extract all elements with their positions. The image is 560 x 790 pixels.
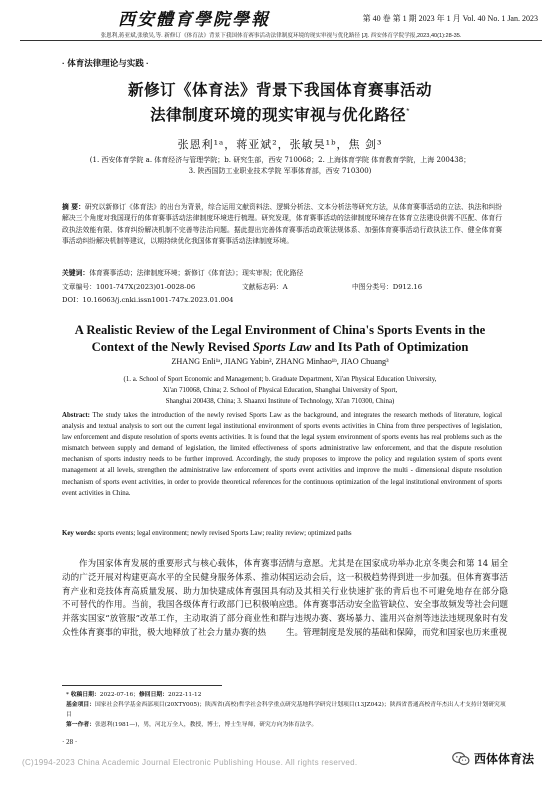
received-date: 2022-07-16；: [99, 692, 139, 698]
chinese-abstract: [62, 202, 502, 248]
chinese-authors: 张恩利¹ᵃ，蒋亚斌²，张敏昊¹ᵇ，焦 剑³: [177, 138, 383, 151]
english-title-italic: Sports Law: [252, 340, 312, 354]
chinese-title-line2: 法律制度环境的现实审视与优化路径: [150, 107, 407, 125]
english-title-line2-post: and Its Path of Optimization: [311, 340, 469, 354]
chinese-affiliation-line1: (1. 西安体育学院 a. 体育经济与管理学院；b. 研究生部，西安 710068；2. 上海体育学院 体育教育学院，上海 200438；: [89, 156, 471, 164]
title-footnote-mark: *: [406, 107, 410, 116]
footnote-fund: [66, 700, 506, 720]
revised-label: 修回日期：: [138, 692, 168, 698]
footnote-dates: * 收稿日期：2022-07-16；修回日期：2022-11-12: [66, 692, 202, 698]
english-affiliations: [90, 374, 470, 407]
english-affiliation-line2: Xi'an 710068, China; 2. School of Physical Education, Shanghai University of Sport,: [162, 387, 398, 394]
received-label: 收稿日期：: [70, 692, 100, 698]
body-text-right-column: 情与意愿。尤其是在国家成功举办北京冬奥会和第 14 届全国运动会后，这一积极趋势得到进一步加强。但体育赛事活动及其相关行业快速扩张的背后也不可避免地存在部分隐患。体育赛事活动安全监管缺位、安全事故频发等社会问题与违规办赛、赛场暴力、滥用兴奋剂等违法违规现象时有发生。管理制度是发展的基础和保障，而党和国家也历来重视: [286, 559, 508, 638]
english-title-line1: A Realistic Review of the Legal Environment of China's Sports Events in the: [74, 323, 486, 337]
chinese-keywords-label: 关键词：: [62, 269, 90, 277]
chinese-title-line2-wrap: [30, 101, 530, 126]
issue-info: 第 40 卷 第 1 期 2023 年 1 月 Vol. 40 No. 1 Jan. 2023: [362, 14, 538, 23]
chinese-affiliation-line2: 3. 陕西国防工业职业技术学院 军事体育部，西安 710300): [188, 167, 372, 175]
copyright-notice: (C)1994-2023 China Academic Journal Electronic Publishing House. All rights reserved.: [22, 758, 358, 767]
document-code: 文献标志码：A: [242, 283, 288, 291]
footnote-author: [66, 720, 506, 730]
footnotes: [66, 690, 506, 730]
chinese-title: [30, 80, 530, 126]
chinese-abstract-text: 研究以新修订《体育法》的出台为背景，综合运用文献资料法、逻辑分析法、文本分析法等研究方法，从体育赛事活动的立法、执法和纠纷解决三个角度对我国现行的体育赛事活动法律制度环境进行梳理。研究发现，体育赛事活动的法律制度环境存在体育立法建设供需不匹配、体育行政执法效能有限、体育纠纷解决机制不完善等法治问题。据此提出完善体育赛事活动政策法规体系、加强体育赛事活动行政执法工作、健全体育赛事活动纠纷解决机制等建议，以期持续优化我国体育赛事活动法律制度环境。: [62, 203, 502, 246]
english-title-line2-pre: Context of the Newly Revised: [91, 340, 253, 354]
first-author-label: 第一作者：: [66, 722, 95, 728]
section-tag: · 体育法律理论与实践 ·: [62, 58, 149, 68]
english-title: [25, 322, 535, 356]
wechat-watermark: [452, 750, 534, 767]
english-abstract: [62, 410, 502, 499]
header-rule: [20, 40, 542, 41]
chinese-keywords: [62, 268, 502, 279]
wechat-icon: [452, 751, 470, 767]
fund-label: 基金项目：: [66, 702, 95, 708]
english-title-line2: [25, 339, 535, 356]
english-abstract-label: Abstract:: [62, 412, 90, 419]
english-authors: ZHANG Enli¹ᵃ, JIANG Yabin², ZHANG Minhao¹ᵇ, JIAO Chuang³: [171, 357, 389, 366]
chinese-title-line1: 新修订《体育法》背景下我国体育赛事活动: [127, 82, 432, 99]
clc-number: 中图分类号：D912.16: [352, 283, 423, 291]
doi: DOI：10.16063/j.cnki.issn1001-747x.2023.01.004: [62, 296, 234, 304]
chinese-abstract-label: 摘 要：: [62, 203, 85, 211]
chinese-keywords-text: 体育赛事活动；法律制度环境；新修订《体育法》；现实审视；优化路径: [89, 269, 304, 277]
article-meta: [62, 282, 502, 293]
chinese-affiliations: [60, 155, 500, 177]
body-text-left-column: 作为国家体育发展的重要形式与核心载体，体育赛事活动的广泛开展对构建更高水平的全民健身服务体系、推动体育产业和竞技体育高质量发展、助力加快建成体育强国具有不可替代的作用。当前，我国各级体育行政部门已积极响应并落实国家“放管服”改革工作，主动取消了部分商业性和群众性体育赛事的审批，极大地释放了社会力量办赛的热: [62, 559, 287, 638]
english-keywords-text: sports events; legal environment; newly revised Sports Law; reality review; optimized paths: [97, 530, 352, 537]
revised-date: 2022-11-12: [167, 692, 202, 698]
english-abstract-text: The study takes the introduction of the newly revised Sports Law as the background, and integrates the research methods of literature, logical analysis and textual analysis to sort out the current legal institutional environment of sports events activities in China from three perspectives of legislation, law enforcement and dispute resolution of sports events activities. It is found that the legal system environment of sports events has real problems such as the mismatch between supply and demand of legislation, the limited effectiveness of sports administrative law enforcement, and that the dispute resolution mechanism of sports industry needs to be further improved. Accordingly, the study proposes to improve the policy and regulation system of sports event management at all levels, strengthen the administrative law enforcement of sports event activities and improve the multi - dimensional dispute resolution mechanism of sports event activities, in order to provide theoretical references for the continuous optimization of the legal institutional environment of sports event activities in China.: [62, 412, 502, 497]
article-number: 文章编号：1001-747X(2023)01-0028-06: [62, 283, 196, 291]
citation-line: 张恩利,蒋亚斌,张敏吴,等. 新修订《体育法》背景下我国体育赛事活动法律制度环境的现实审视与优化路径 [J]. 西安体育学院学报,2023,40(1):28-35.: [100, 33, 462, 39]
watermark-text: 西体体育法: [474, 752, 535, 766]
page-number: · 28 ·: [62, 738, 78, 746]
fund-text: 国家社会科学基金西部项目(20XTY005)；陕西省(高校)哲学社会科学重点研究基地科学研究计划项目(13JZ042)；陕西省普通高校青年杰出人才支持计划研究项目: [66, 702, 506, 718]
journal-logo: 西安體育學院學報: [118, 9, 270, 30]
english-affiliation-line1: (1. a. School of Sport Economic and Management; b. Graduate Department, Xi'an Physical Education University,: [123, 376, 437, 383]
english-keywords-label: Key words:: [62, 530, 96, 537]
footnote-rule: [62, 685, 222, 686]
english-affiliation-line3: Shanghai 200438, China; 3. Shaanxi Institute of Technology, Xi'an 710300, China): [165, 398, 395, 405]
english-keywords: [62, 530, 502, 537]
first-author-text: 张恩利(1981—)，男，河北万全人，教授，博士，博士生导师，研究方向为体育法学。: [95, 722, 318, 728]
